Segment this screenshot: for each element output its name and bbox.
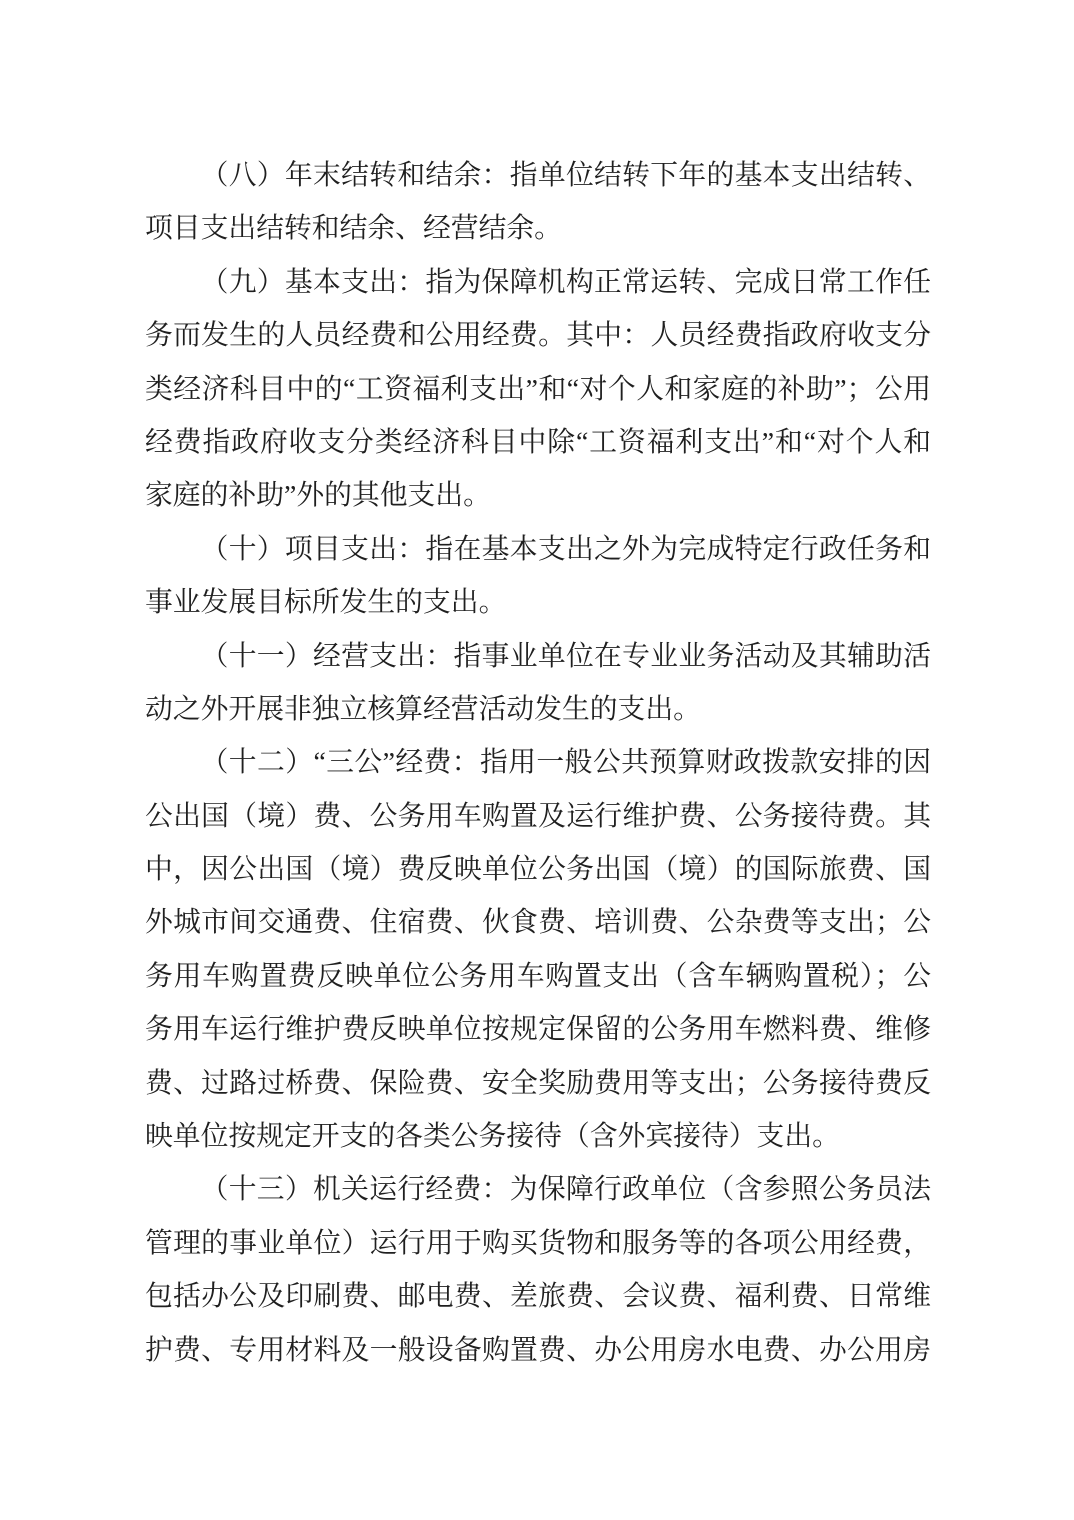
text-line: （十）项目支出：指在基本支出之外为完成特定行政任务和 [200,533,931,565]
text-line: 费、过路过桥费、保险费、安全奖励费用等支出；公务接待费反 [145,1067,931,1099]
text-line: 护费、专用材料及一般设备购置费、办公用房水电费、办公用房 [145,1334,931,1366]
text-line: 务用车运行维护费反映单位按规定保留的公务用车燃料费、维修 [145,1014,931,1046]
text-line: （十一）经营支出：指事业单位在专业业务活动及其辅助活 [200,640,931,672]
text-line: 映单位按规定开支的各类公务接待（含外宾接待）支出。 [145,1121,840,1153]
text-line: 类经济科目中的“工资福利支出”和“对个人和家庭的补助”；公用 [145,373,931,405]
paragraph-item-13-agency-operating-funds [145,1163,931,1377]
text-line: 管理的事业单位）运行用于购买货物和服务等的各项公用经费， [145,1227,931,1259]
text-line: 事业发展目标所发生的支出。 [145,587,507,619]
paragraph-item-8-year-end-carryover [145,149,931,256]
text-line: 公出国（境）费、公务用车购置及运行维护费、公务接待费。其 [145,800,931,832]
text-line: 中，因公出国（境）费反映单位公务出国（境）的国际旅费、国 [145,854,931,886]
text-line: 经费指政府收支分类经济科目中除“工资福利支出”和“对个人和 [145,426,931,458]
text-line: 项目支出结转和结余、经营结余。 [145,213,562,245]
text-line: 包括办公及印刷费、邮电费、差旅费、会议费、福利费、日常维 [145,1281,931,1313]
text-line: 外城市间交通费、住宿费、伙食费、培训费、公杂费等支出；公 [145,907,931,939]
paragraph-item-9-basic-expenditure [145,256,931,523]
paragraph-item-11-operating-expenditure [145,630,931,737]
text-line: （十二）“三公”经费：指用一般公共预算财政拨款安排的因 [200,747,931,779]
text-line: 家庭的补助”外的其他支出。 [145,480,491,512]
text-line: （九）基本支出：指为保障机构正常运转、完成日常工作任 [200,266,931,298]
text-line: （十三）机关运行经费：为保障行政单位（含参照公务员法 [200,1174,931,1206]
text-line: （八）年末结转和结余：指单位结转下年的基本支出结转、 [200,160,931,191]
document-body [145,149,931,1377]
paragraph-item-12-three-public-funds [145,736,931,1163]
text-line: 务而发生的人员经费和公用经费。其中：人员经费指政府收支分 [145,320,931,352]
paragraph-item-10-project-expenditure [145,523,931,630]
text-line: 务用车购置费反映单位公务用车购置支出（含车辆购置税）；公 [145,960,931,992]
text-line: 动之外开展非独立核算经营活动发生的支出。 [145,693,701,725]
